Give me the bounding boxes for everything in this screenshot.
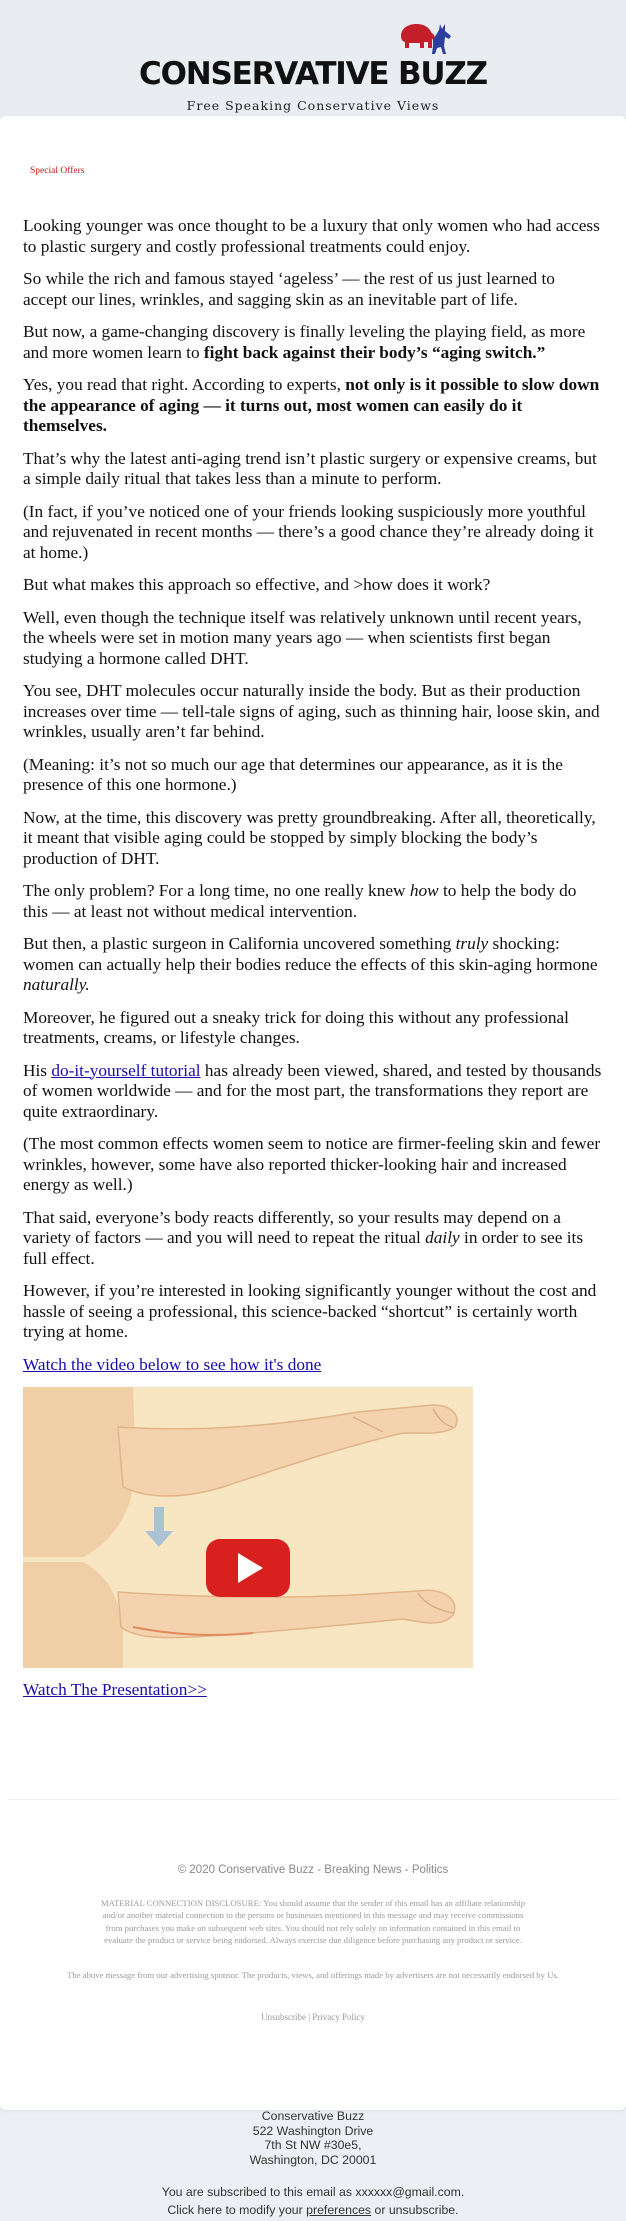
tutorial-link[interactable]: do-it-yourself tutorial [51,1060,201,1080]
paragraph: (In fact, if you’ve noticed one of your friends looking suspiciously more youthful and rejuvenated in recent months — there’s a good chance they’re already doing it at home.) [23,501,594,562]
emphasis: how [409,881,439,900]
paragraph: You see, DHT molecules occur naturally inside the body. But as their production increases over time — tell-tale signs of aging, such as thinning hair, loose skin, and wrinkles, usually aren’t far behind. [23,681,600,741]
unsubscribe-link[interactable]: Unsubscribe [260,2012,306,2022]
paragraph: But now, a game-changing discovery is finally leveling the playing field, as more and more women learn to fight back against their body’s “aging switch.” [23,322,586,362]
video-thumbnail[interactable] [23,1387,473,1668]
paragraph: Looking younger was once thought to be a luxury that only women who had access to plastic surgery and costly professional treatments could enjoy. [23,216,600,256]
emphasis: fight back against their body’s “aging switch.” [203,342,546,362]
paragraph: But then, a plastic surgeon in California uncovered something truly shocking: women can actually help their bodies reduce the effects of this skin-aging hormone naturally. [23,934,598,994]
subscribed-line: You are subscribed to this email as xxxxxx@gmail.com. [161,2185,465,2199]
address-suite: 7th St NW #30e5, [264,2138,362,2152]
preferences-link[interactable]: preferences [306,2202,372,2217]
emphasis: not only is it possible to slow down the appearance of aging — it turns out, most women can easily do it themselves. [23,375,600,435]
paragraph: That’s why the latest anti-aging trend isn’t plastic surgery or expensive creams, but a simple daily ritual that takes less than a minute to perform. [23,448,597,488]
paragraph: (The most common effects women seem to notice are firmer-feeling skin and fewer wrinkles, however, some have also reported thicker-looking hair and increased energy as well.) [23,1134,601,1194]
subscriber-email: xxxxxx@gmail.com [355,2185,461,2199]
paragraph: But what makes this approach so effective, and >how does it work? [23,575,491,594]
email-header [0,0,626,116]
sponsor-note: The above message from our advertising sponsor. The products, views, and offerings made by advertisers are not necessarily endorsed by Us. [67,1970,559,1980]
address-street: 522 Washington Drive [252,2123,374,2138]
footer-divider [8,1799,618,1800]
paragraph: However, if you’re interested in looking significantly younger without the cost and hassle of seeing a professional, this science-backed “shortcut” is certainly worth trying at home. [23,1281,597,1341]
paragraph: Now, at the time, this discovery was pretty groundbreaking. After all, theoretically, it meant that visible aging could be stopped by simply blocking the body’s production of DHT. [23,807,596,868]
paragraph: (Meaning: it’s not so much our age that determines our appearance, as it is the presence of this one hormone.) [23,754,563,794]
paragraph: The only problem? For a long time, no one really knew how to help the body do this — at least not without medical intervention. [23,881,577,921]
material-disclosure: MATERIAL CONNECTION DISCLOSURE: You should assume that the sender of this email has an affiliate relationship and/or another material connection to the persons or businesses mentioned in this message and may receive commissions from purchases you make on subsequent web sites. You should not rely solely on information contained in this email to evaluate the product or service being endorsed. Always exercise due diligence before purchasing any product or service. [100,1898,526,1945]
paragraph [23,1680,603,1701]
mailing-address [0,2109,626,2167]
email-body [23,216,603,1713]
address-org: Conservative Buzz [261,2109,365,2123]
emphasis: truly [455,934,489,953]
paragraph: That said, everyone’s body reacts differently, so your results may depend on a variety of factors — and you will need to repeat the ritual daily in order to see its full effect. [23,1207,584,1268]
arm-illustration [23,1387,473,1668]
modify-line: Click here to modify your preferences or unsubscribe. [167,2202,459,2217]
address-city: Washington, DC 20001 [249,2152,377,2167]
brand-tagline: Free Speaking Conservative Views [186,98,440,113]
emphasis: daily [425,1228,460,1247]
paragraph [23,1355,603,1376]
paragraph: Well, even though the technique itself was relatively unknown until recent years, the wheels were set in motion many years ago — when scientists first began studying a hormone called DHT. [23,607,582,668]
presentation-link[interactable]: Watch The Presentation>> [23,1680,207,1699]
footer-links [0,2012,626,2022]
separator: | [308,2012,311,2022]
special-offers-label: Special Offers [30,166,85,176]
email-card [0,116,626,2110]
youtube-play-icon [206,1539,290,1597]
privacy-policy-link[interactable]: Privacy Policy [312,2012,366,2022]
copyright: © 2020 Conservative Buzz - Breaking News - Politics [177,1864,449,1876]
paragraph: Moreover, he figured out a sneaky trick for doing this without any professional treatments, creams, or lifestyle changes. [23,1007,569,1047]
subscription-info [0,2184,626,2219]
paragraph: So while the rich and famous stayed ‘ageless’ — the rest of us just learned to accept our lines, wrinkles, and sagging skin as an inevitable part of life. [23,269,555,309]
paragraph: Yes, you read that right. According to experts, not only is it possible to slow down the appearance of aging — it turns out, most women can easily do it themselves. [23,375,600,435]
brand-name: CONSERVATIVE BUZZ [139,56,487,92]
watch-video-link[interactable]: Watch the video below to see how it's done [23,1354,322,1374]
emphasis: naturally. [23,975,90,994]
paragraph: His do-it-yourself tutorial has already been viewed, shared, and tested by thousands of women worldwide — and for the most part, the transformations they report are quite extraordinary. [23,1060,602,1121]
